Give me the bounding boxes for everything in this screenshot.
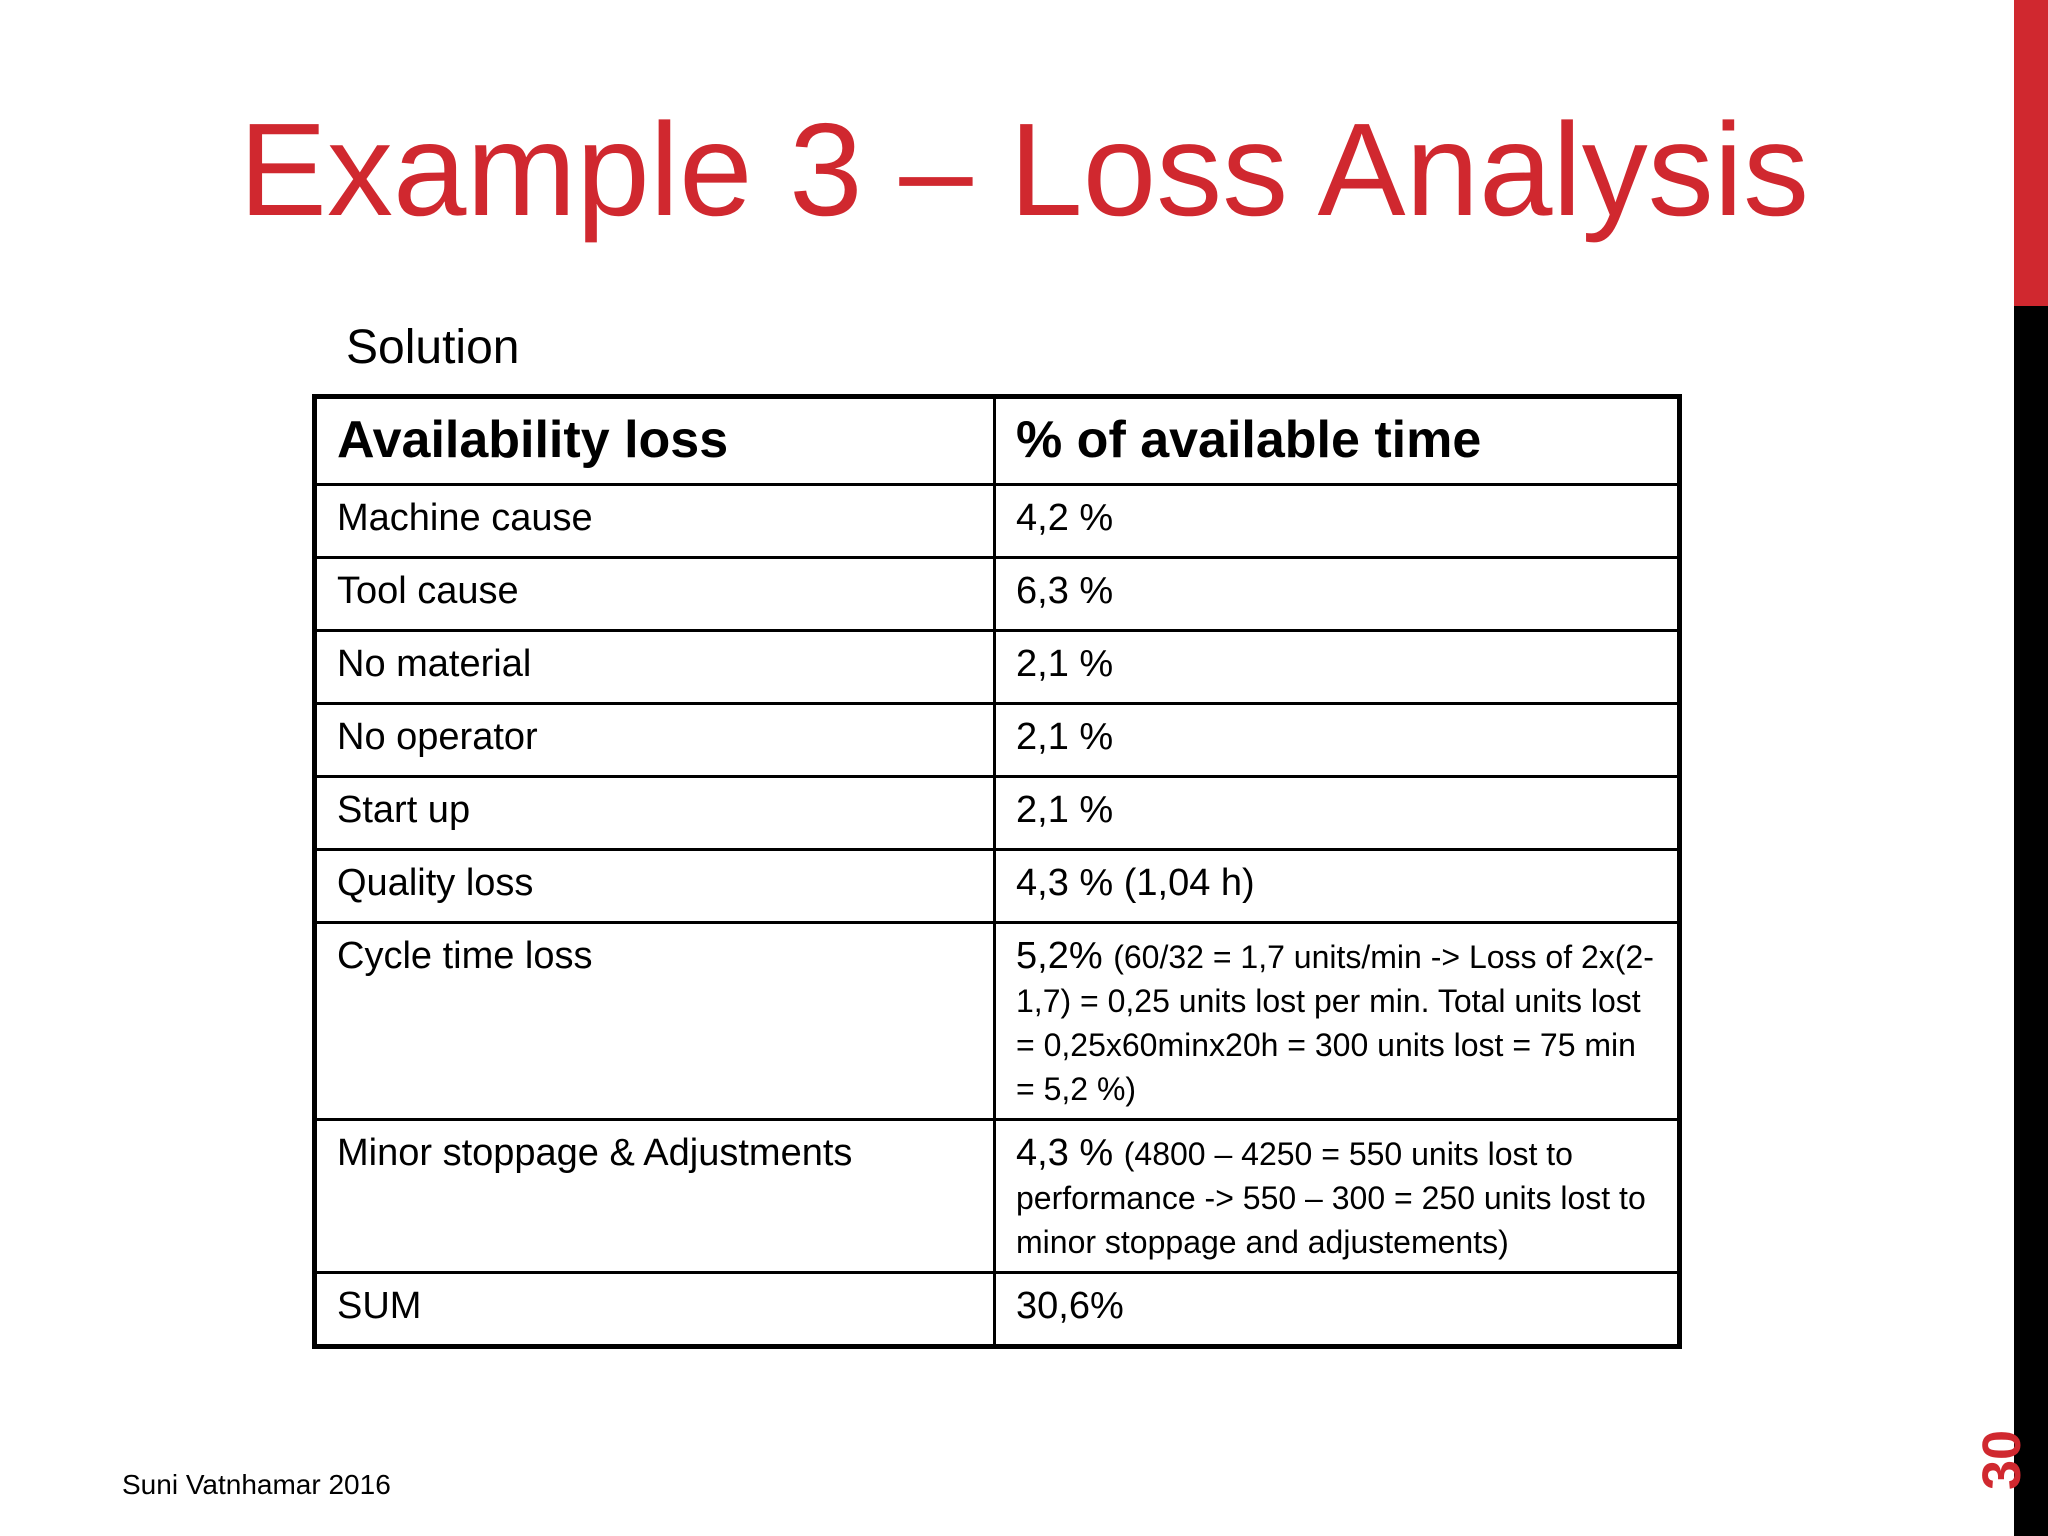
table-row	[315, 850, 1680, 923]
table-row	[315, 777, 1680, 850]
page-number: 30	[1972, 1429, 2032, 1491]
table-row	[315, 923, 1680, 1120]
loss-analysis-table	[312, 394, 1682, 1349]
row-value: 4,3 % (1,04 h)	[995, 850, 1680, 923]
row-label: No material	[315, 631, 995, 704]
sum-label: SUM	[315, 1273, 995, 1347]
row-label: Tool cause	[315, 558, 995, 631]
table-header-row	[315, 397, 1680, 485]
table-row	[315, 704, 1680, 777]
table-row	[315, 485, 1680, 558]
row-label: Quality loss	[315, 850, 995, 923]
slide-subtitle: Solution	[346, 321, 520, 374]
row-value-cell	[995, 1120, 1680, 1273]
row-value: 4,2 %	[995, 485, 1680, 558]
table-row	[315, 631, 1680, 704]
row-label: Minor stoppage & Adjustments	[315, 1120, 995, 1273]
row-value: 2,1 %	[995, 777, 1680, 850]
header-percent-available-time: % of available time	[995, 397, 1680, 485]
row-value: 5,2%	[1016, 935, 1103, 977]
row-value: 2,1 %	[995, 704, 1680, 777]
row-value-cell	[995, 923, 1680, 1120]
row-note: (60/32 = 1,7 units/min -> Loss of 2x(2-1,7) = 0,25 units lost per min. Total units lost = 0,25x60minx20h = 300 units lost = 75 min = 5,2 %)	[1016, 939, 1654, 1107]
row-label: No operator	[315, 704, 995, 777]
footer-author: Suni Vatnhamar 2016	[122, 1469, 391, 1500]
row-label: Machine cause	[315, 485, 995, 558]
row-note: (4800 – 4250 = 550 units lost to performance -> 550 – 300 = 250 units lost to minor stoppage and adjustements)	[1016, 1136, 1646, 1260]
sum-value: 30,6%	[995, 1273, 1680, 1347]
row-label: Cycle time loss	[315, 923, 995, 1120]
sum-row	[315, 1273, 1680, 1347]
slide-title: Example 3 – Loss Analysis	[238, 96, 1810, 243]
header-availability-loss: Availability loss	[315, 397, 995, 485]
row-value: 2,1 %	[995, 631, 1680, 704]
side-accent-bar-black	[2014, 306, 2048, 1536]
row-value: 4,3 %	[1016, 1132, 1114, 1174]
row-label: Start up	[315, 777, 995, 850]
table-row	[315, 558, 1680, 631]
table-row	[315, 1120, 1680, 1273]
row-value: 6,3 %	[995, 558, 1680, 631]
